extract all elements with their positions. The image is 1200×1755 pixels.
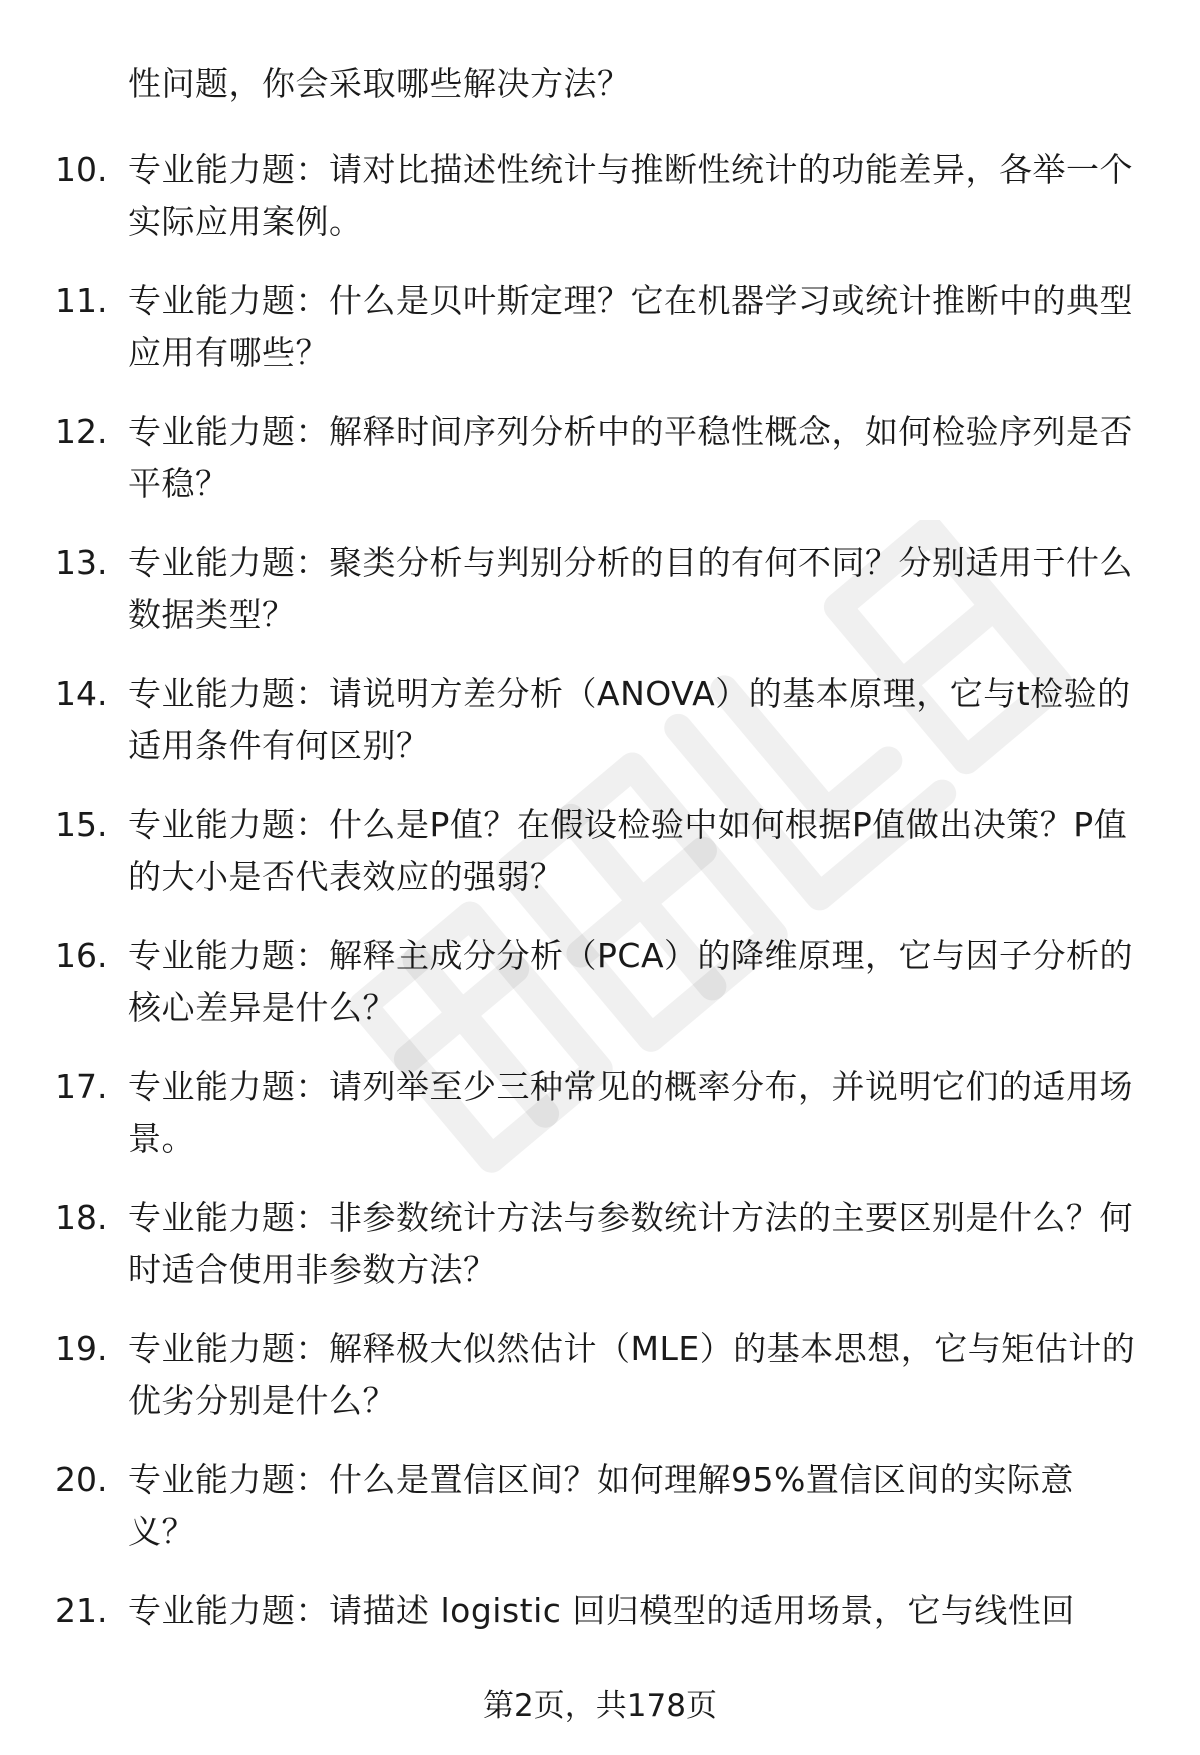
question-text: 专业能力题：解释极大似然估计（MLE）的基本思想，它与矩估计的优劣分别是什么？ xyxy=(128,1329,1136,1420)
question-item xyxy=(0,269,1200,400)
continued-question-text: 性问题，你会采取哪些解决方法？ xyxy=(128,64,631,103)
question-number: 11. xyxy=(55,281,108,320)
question-number: 16. xyxy=(55,936,108,975)
question-number: 12. xyxy=(55,412,108,451)
question-item xyxy=(0,400,1200,531)
question-text: 专业能力题：什么是置信区间？如何理解95%置信区间的实际意义？ xyxy=(128,1460,1074,1551)
question-item xyxy=(0,924,1200,1055)
question-text: 专业能力题：什么是贝叶斯定理？它在机器学习或统计推断中的典型应用有哪些？ xyxy=(128,281,1133,372)
question-item xyxy=(0,1055,1200,1186)
question-number: 14. xyxy=(55,674,108,713)
question-text: 专业能力题：非参数统计方法与参数统计方法的主要区别是什么？何时适合使用非参数方法？ xyxy=(128,1198,1133,1289)
question-number: 19. xyxy=(55,1329,108,1368)
question-item xyxy=(0,1317,1200,1448)
question-item xyxy=(0,1448,1200,1579)
question-item xyxy=(0,662,1200,793)
question-number: 17. xyxy=(55,1067,108,1106)
question-number: 18. xyxy=(55,1198,108,1237)
question-list xyxy=(0,138,1200,1710)
question-text: 专业能力题：请描述 logistic 回归模型的适用场景，它与线性回 xyxy=(128,1591,1075,1630)
question-number: 10. xyxy=(55,150,108,189)
question-text: 专业能力题：聚类分析与判别分析的目的有何不同？分别适用于什么数据类型？ xyxy=(128,543,1133,634)
question-item xyxy=(0,531,1200,662)
question-text: 专业能力题：请对比描述性统计与推断性统计的功能差异，各举一个实际应用案例。 xyxy=(128,150,1133,241)
question-number: 15. xyxy=(55,805,108,844)
question-number: 20. xyxy=(55,1460,108,1499)
question-text: 专业能力题：请列举至少三种常见的概率分布，并说明它们的适用场景。 xyxy=(128,1067,1133,1158)
page-footer: 第2页，共178页 xyxy=(483,1688,717,1724)
question-text: 专业能力题：什么是P值？在假设检验中如何根据P值做出决策？P值的大小是否代表效应的强弱？ xyxy=(128,805,1128,896)
question-item xyxy=(0,138,1200,269)
question-text: 专业能力题：请说明方差分析（ANOVA）的基本原理，它与t检验的适用条件有何区别？ xyxy=(128,674,1131,765)
question-number: 13. xyxy=(55,543,108,582)
question-item xyxy=(0,1186,1200,1317)
question-item xyxy=(0,793,1200,924)
question-number: 21. xyxy=(55,1591,108,1630)
question-text: 专业能力题：解释时间序列分析中的平稳性概念，如何检验序列是否平稳？ xyxy=(128,412,1133,503)
question-text: 专业能力题：解释主成分分析（PCA）的降维原理，它与因子分析的核心差异是什么？ xyxy=(128,936,1134,1027)
